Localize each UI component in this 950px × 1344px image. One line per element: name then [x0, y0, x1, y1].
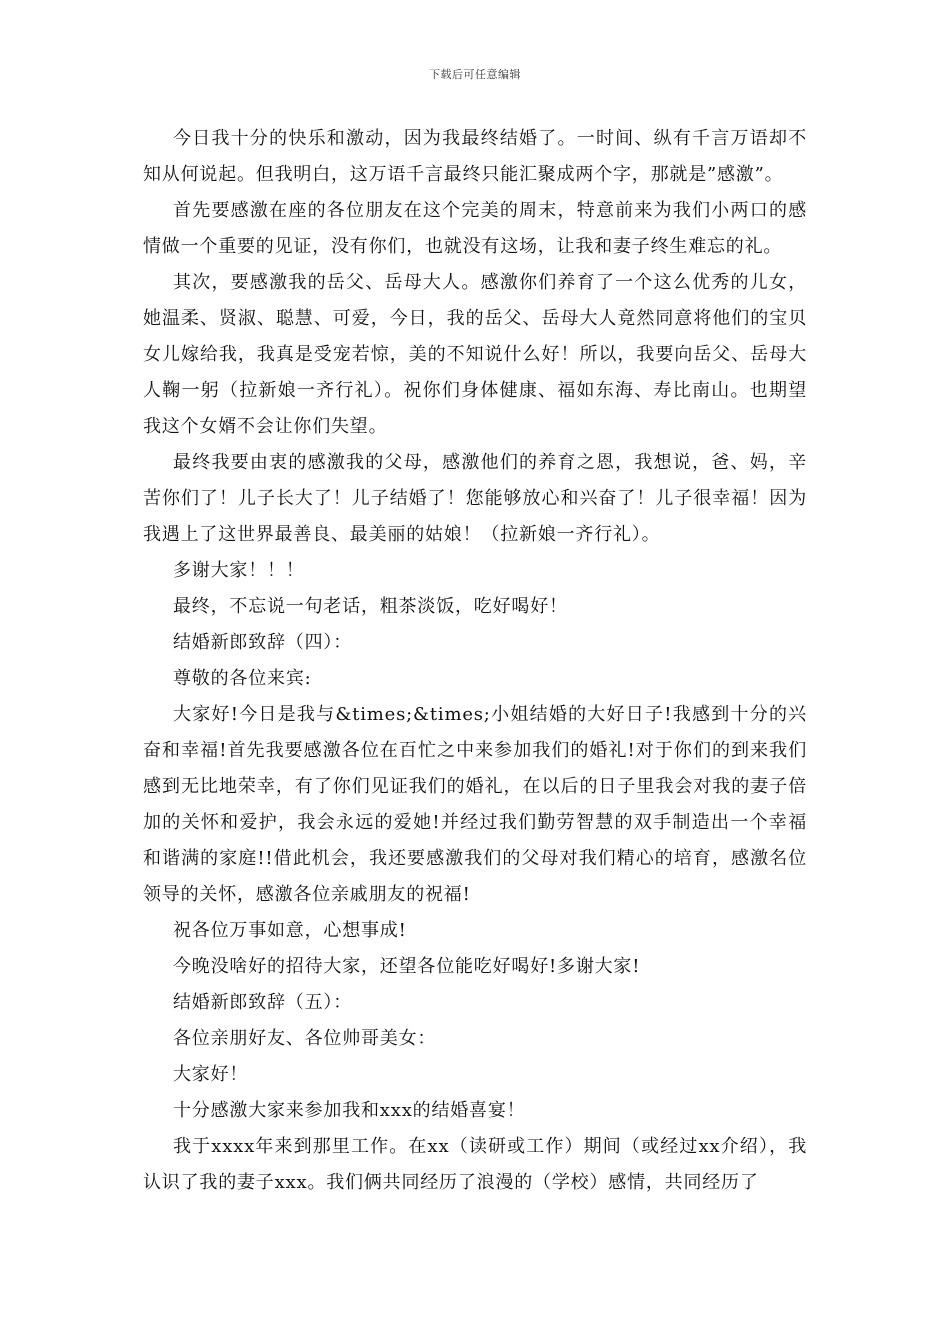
salutation: 各位亲朋好友、各位帅哥美女： — [173, 1028, 437, 1049]
paragraph: 最终我要由衷的感激我的父母，感激他们的养育之恩，我想说，爸、妈，辛苦你们了！儿子长大了！儿子结婚了！您能够放心和兴奋了！儿子很幸福！因为我遇上了这世界最善良、最美丽的姑娘！（拉新娘一齐行礼）。 — [143, 452, 807, 545]
paragraph: 其次，要感激我的岳父、岳母大人。感激你们养育了一个这么优秀的儿女，她温柔、贤淑、聪慧、可爱，今日，我的岳父、岳母大人竟然同意将他们的宝贝女儿嫁给我，我真是受宠若惊，美的不知说什么好！所以，我要向岳父、岳母大人鞠一躬（拉新娘一齐行礼）。祝你们身体健康、福如东海、寿比南山。也期望我这个女婿不会让你们失望。 — [143, 272, 807, 437]
page-header-note: 下载后可任意编辑 — [429, 68, 521, 81]
paragraph: 最终，不忘说一句老话，粗茶淡饭，吃好喝好！ — [173, 596, 568, 617]
paragraph: 今晚没啥好的招待大家，还望各位能吃好喝好!多谢大家! — [173, 956, 641, 977]
paragraph: 祝各位万事如意，心想事成! — [173, 920, 407, 941]
paragraph: 今日我十分的快乐和激动，因为我最终结婚了。一时间、纵有千言万语却不知从何说起。但我明白，这万语千言最终只能汇聚成两个字，那就是”感激”。 — [143, 128, 807, 185]
document-body — [143, 121, 807, 1201]
paragraph: 首先要感激在座的各位朋友在这个完美的周末，特意前来为我们小两口的感情做一个重要的见证，没有你们，也就没有这场，让我和妻子终生难忘的礼。 — [143, 200, 807, 257]
section-heading: 结婚新郎致辞（四）： — [173, 632, 352, 653]
paragraph: 十分感激大家来参加我和xxx的结婚喜宴！ — [173, 1100, 526, 1121]
salutation: 尊敬的各位来宾: — [173, 668, 312, 689]
paragraph: 我于xxxx年来到那里工作。在xx（读研或工作）期间（或经过xx介绍），我认识了我的妻子xxx。我们俩共同经历了浪漫的（学校）感情，共同经历了 — [143, 1136, 807, 1193]
paragraph: 多谢大家！！！ — [173, 560, 305, 581]
paragraph: 大家好!今日是我与&times;&times;小姐结婚的大好日子!我感到十分的兴奋和幸福!首先我要感激各位在百忙之中来参加我们的婚礼!对于你们的到来我们感到无比地荣幸，有了你们见证我们的婚礼，在以后的日子里我会对我的妻子倍加的关怀和爱护，我会永远的爱她!并经过我们勤劳智慧的双手制造出一个幸福和谐满的家庭!!借此机会，我还要感激我们的父母对我们精心的培育，感激名位领导的关怀，感激各位亲戚朋友的祝福! — [143, 704, 807, 905]
paragraph: 大家好！ — [173, 1064, 249, 1085]
section-heading: 结婚新郎致辞（五）： — [173, 992, 352, 1013]
